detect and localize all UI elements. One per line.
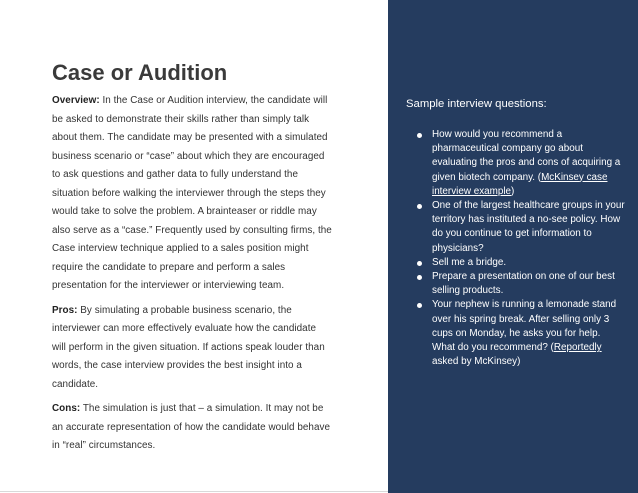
list-item — [416, 298, 626, 369]
cons-label: Cons: — [52, 403, 81, 414]
mckinsey-example-link[interactable]: McKinsey case interview example — [432, 171, 608, 197]
page-title: Case or Audition — [52, 60, 228, 85]
bullet-icon — [417, 275, 422, 280]
pros-label: Pros: — [52, 304, 78, 316]
pros-text: By simulating a probable business scenario, the interviewer can more effectively evaluate how the candidate will perform in the given situation. If actions speak louder than words, the case interview provides the best insight into a candidate. — [52, 304, 325, 390]
reportedly-link[interactable]: Reportedly — [553, 342, 602, 354]
cons-text: The simulation is just that – a simulation. It may not be an accurate representation of how the candidate would behave in “real” circumstances. — [52, 403, 331, 451]
question-text-after: asked by McKinsey) — [432, 356, 521, 368]
list-item — [416, 256, 626, 270]
sample-questions-sidebar — [388, 0, 638, 493]
bullet-icon — [417, 261, 422, 266]
pros-paragraph — [52, 302, 332, 395]
question-text: Your nephew is running a lemonade stand over his spring break. After selling only 3 cups on Monday, he asks you for help. What do you recommend? ( — [432, 299, 617, 354]
list-item — [416, 128, 626, 199]
bullet-icon — [417, 204, 422, 209]
question-text: How would you recommend a pharmaceutical company go about evaluating the pros and cons of acquiring a given biotech company. ( — [432, 129, 621, 183]
main-content — [52, 60, 332, 462]
overview-text: In the Case or Audition interview, the candidate will be asked to demonstrate their skills rather than simply talk about them. The candidate may be presented with a simulated business scenario or “case” about which they are encouraged to ask questions and gather data to fully understand the situation before walking the interviewer through the steps they would take to solve the problem. A brainteaser or riddle may also serve as a “case.” Frequently used by consulting firms, the Case interview technique applied to a sales position might require the candidate to prepare and perform a sales presentation for the interviewer or interviewing team. — [52, 95, 332, 291]
bullet-icon — [417, 303, 422, 308]
bullet-icon — [417, 133, 422, 138]
overview-label: Overview: — [52, 95, 100, 106]
list-item — [416, 199, 626, 256]
sidebar-heading: Sample interview questions: — [406, 98, 547, 110]
list-item — [416, 270, 626, 298]
question-list — [416, 128, 626, 369]
cons-paragraph — [52, 400, 332, 456]
question-text: One of the largest healthcare groups in your territory has instituted a no-see policy. How do you continue to get information to physicians? — [432, 200, 625, 254]
question-text: Sell me a bridge. — [432, 256, 507, 268]
overview-paragraph — [52, 92, 332, 296]
question-text-after: ) — [511, 185, 515, 197]
question-text: Prepare a presentation on one of our best selling products. — [432, 271, 615, 297]
